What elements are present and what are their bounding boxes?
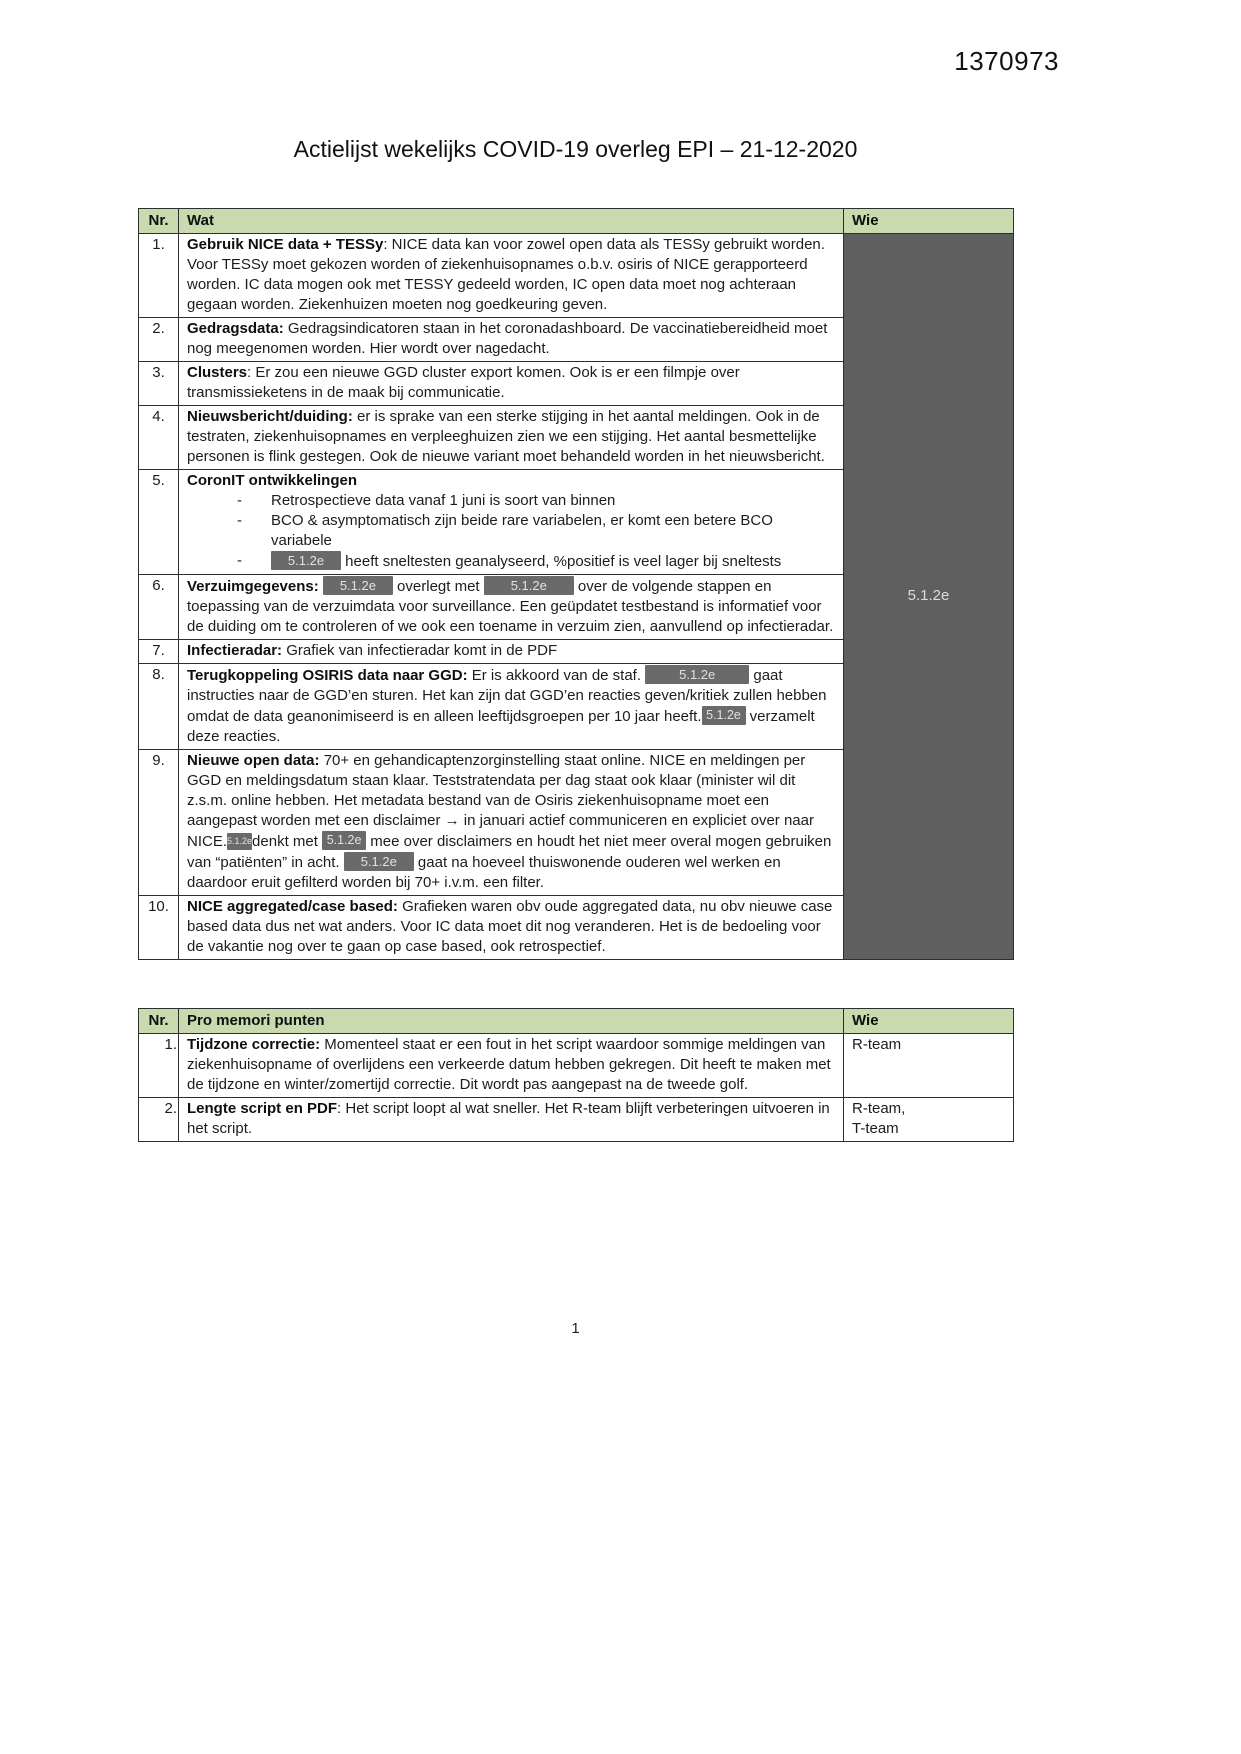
paragraph: Clusters: Er zou een nieuwe GGD cluster export komen. Ook is er een filmpje over transmissieketens in de maak bij communicatie. [187,364,740,401]
bullet-item [187,491,835,511]
paragraph: NICE aggregated/case based: Grafieken waren obv oude aggregated data, nu obv nieuwe case based data dus net wat anders. Voor IC data moet dit nog veranderen. Het is de bedoeling voor de vakantie nog over te gaan op case based, ook retrospectief. [187,898,833,955]
pro-memori-table [138,1008,1014,1142]
bullet-dash: - [237,552,242,569]
bold-lead-in: Clusters [187,364,248,381]
redaction-box: 5.1.2e [484,576,574,595]
redaction-label: 5.1.2e [907,587,950,604]
row-number-cell: 4. [139,406,179,470]
action-list-table [138,208,1014,960]
bold-lead-in: Infectieradar: [187,642,283,659]
row-content-cell [179,406,844,470]
table-row [139,234,1014,318]
bullet-text: BCO & asymptomatisch zijn beide rare variabelen, er komt een betere BCO variabele [271,512,773,549]
paragraph: Infectieradar: Grafiek van infectieradar komt in de PDF [187,642,558,659]
header-nr: Nr. [139,1009,179,1034]
redaction-box: 5.1.2e [645,665,749,684]
redaction-box: 5.1.2e [323,576,393,595]
redaction-box: 5.1.2e [322,831,366,850]
row-content-cell [179,750,844,896]
header-wie: Wie [844,209,1014,234]
row-content-cell [179,1034,844,1098]
row-number-cell: 5. [139,470,179,575]
bold-lead-in: Gebruik NICE data + TESSy [187,236,384,253]
bold-lead-in: CoronIT ontwikkelingen [187,472,358,489]
row-number-cell: 10. [139,896,179,960]
paragraph: Lengte script en PDF: Het script loopt al wat sneller. Het R-team blijft verbeteringen uitvoeren in het script. [187,1100,830,1137]
page-title: Actielijst wekelijks COVID-19 overleg EPI – 21-12-2020 [293,136,858,162]
paragraph: Tijdzone correctie: Momenteel staat er een fout in het script waardoor sommige meldingen van ziekenhuisopname of overlijdens een verkeerde datum hebben gekregen. Dit heeft te maken met de tijdzone en winter/zomertijd correctie. Dit wordt pas aangepast na de tweede golf. [187,1036,831,1093]
redaction-box: 5.1.2e [702,706,746,725]
row-content-cell [179,1098,844,1142]
paragraph: Gedragsdata: Gedragsindicatoren staan in het coronadashboard. De vaccinatiebereidheid moet nog meegenomen worden. Hier wordt over nagedacht. [187,320,828,357]
header-nr: Nr. [139,209,179,234]
table-header-row [139,209,1014,234]
redaction-box: 5.1.2e [271,551,341,570]
row-number-cell: 1. [139,1034,179,1098]
row-content-cell [179,664,844,750]
bold-lead-in: Terugkoppeling OSIRIS data naar GGD: [187,667,468,684]
bullet-dash: - [237,512,242,529]
row-content-cell [179,470,844,575]
paragraph: Verzuimgegevens: 5.1.2e overlegt met 5.1.2e over de volgende stappen en toepassing van de verzuimdata voor surveillance. Een geüpdatet testbestand is informatief voor de duiding om te controleren of we ook een toename in verzuim zien, aanvullend op infectieradar. [187,578,834,635]
row-content-cell [179,640,844,664]
paragraph: Nieuwsbericht/duiding: er is sprake van een sterke stijging in het aantal meldingen. Ook in de testraten, ziekenhuisopnames en verpleeghuizen zien we een stijging. Het aantal besmettelijke personen is flink gestegen. Ook de nieuwe variant moet behandeld worden in het nieuwsbericht. [187,408,825,465]
table-header-row [139,1009,1014,1034]
redaction-box: 5.1.2e [344,852,414,871]
bold-lead-in: Lengte script en PDF [187,1100,338,1117]
header-wie: Wie [844,1009,1014,1034]
paragraph [187,471,835,491]
row-number-cell: 9. [139,750,179,896]
page-number-footer: 1 [571,1320,580,1337]
row-number-cell: 3. [139,362,179,406]
bold-lead-in: Nieuwsbericht/duiding: [187,408,353,425]
row-content-cell [179,896,844,960]
bold-lead-in: Verzuimgegevens: [187,578,319,595]
row-number-cell: 8. [139,664,179,750]
bold-lead-in: Tijdzone correctie: [187,1036,321,1053]
assignee-cell [844,1098,1014,1142]
row-content-cell [179,575,844,640]
assignee-line: T-team [852,1120,899,1137]
assignee-line: R-team, [852,1100,906,1117]
bullet-item [187,551,835,572]
row-number-cell: 2. [139,1098,179,1142]
row-content-cell [179,318,844,362]
bullet-item [187,511,835,551]
row-number-cell: 6. [139,575,179,640]
paragraph: Gebruik NICE data + TESSy: NICE data kan voor zowel open data als TESSy gebruikt worden. Voor TESSy moet gekozen worden of ziekenhuisopnames o.b.v. osiris of NICE gerapporteerd worden. IC data mogen ook met TESSY gedeeld worden, IC open data moet nog achteraan gegaan worden. Ziekenhuizen moeten nog goedkeuring geven. [187,236,825,313]
bullet-dash: - [237,492,242,509]
header-wat: Wat [179,209,844,234]
redaction-box: 5.1.2e [227,833,252,850]
bullet-text: 5.1.2e heeft sneltesten geanalyseerd, %positief is veel lager bij sneltests [271,551,835,572]
row-content-cell [179,234,844,318]
paragraph: Nieuwe open data: 70+ en gehandicaptenzorginstelling staat online. NICE en meldingen per GGD en meldingsdatum staan klaar. Teststratendata per dag staat ook klaar (minister wil dit z.s.m. online hebben. Het metadata bestand van de Osiris ziekenhuisopname moet een aangepast worden met een disclaimer → in januari actief communiceren en expliciet over naar NICE.5.1.2edenkt met 5.1.2e mee over disclaimers en houdt het niet meer overal mogen gebruiken van “patiënten” in acht. 5.1.2e gaat na hoeveel thuiswonende ouderen wel werken en daardoor eruit gefilterd worden bij 70+ i.v.m. een filter. [187,752,832,891]
bold-lead-in: Nieuwe open data: [187,752,320,769]
doc-number: 1370973 [954,46,1059,76]
table-row [139,1034,1014,1098]
row-content-cell [179,362,844,406]
row-number-cell: 2. [139,318,179,362]
assignee-line: R-team [852,1036,902,1053]
table-row [139,1098,1014,1142]
row-number-cell: 1. [139,234,179,318]
row-number-cell: 7. [139,640,179,664]
bold-lead-in: Gedragsdata: [187,320,284,337]
header-pro-memori: Pro memori punten [179,1009,844,1034]
wie-redaction-block [844,234,1014,960]
assignee-cell [844,1034,1014,1098]
bold-lead-in: NICE aggregated/case based: [187,898,398,915]
paragraph: Terugkoppeling OSIRIS data naar GGD: Er is akkoord van de staf. 5.1.2e gaat instructies naar de GGD’en sturen. Het kan zijn dat GGD’en reacties geven/kritiek zullen hebben omdat de data geanonimiseerd is en alleen leeftijdsgroepen per 10 jaar heeft. 5.1.2e verzamelt deze reacties. [187,667,827,745]
bullet-text: Retrospectieve data vanaf 1 juni is soort van binnen [271,492,616,509]
